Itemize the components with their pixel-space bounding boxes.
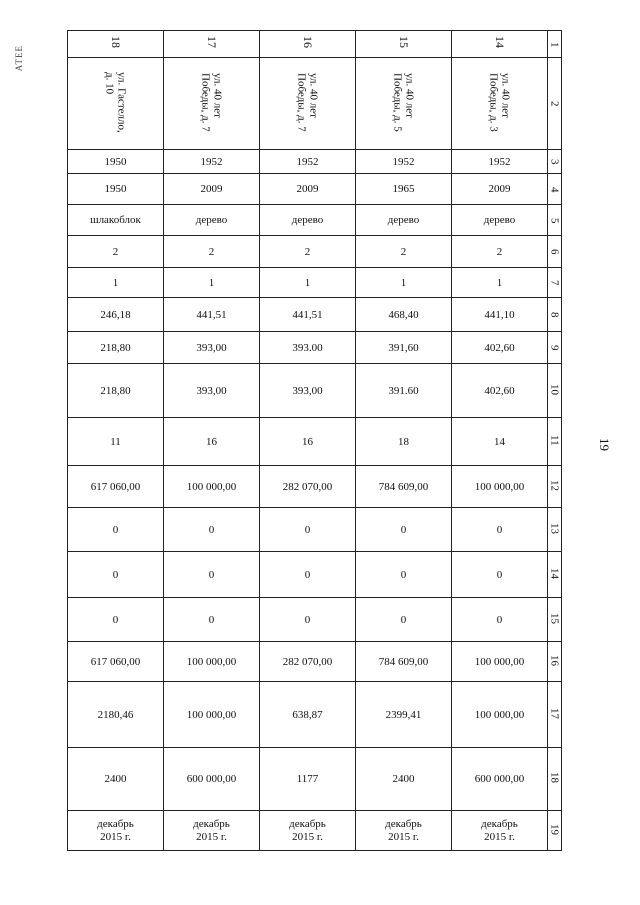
corner-mark: АТЕЕ [14,45,24,72]
cell-value: 600 000,00 [474,773,525,785]
value-cell [356,150,452,174]
deadline-cell [164,811,260,851]
value-cell [260,682,356,748]
value-cell [260,236,356,268]
cell-value: 0 [400,523,407,536]
value-cell [260,298,356,332]
cell-value: 393,00 [196,341,227,354]
row-number: 3 [548,159,561,165]
cell-value: 1 [112,276,119,289]
cell-value: 0 [496,523,503,536]
table-row [68,811,562,851]
value-cell [164,174,260,205]
column-number: 14 [493,36,508,48]
column-number-cell [164,31,260,58]
table-row [68,642,562,682]
deadline-cell [452,811,548,851]
row-number: 14 [548,567,561,579]
row-number: 6 [548,249,561,255]
value-cell [356,466,452,508]
value-cell [164,364,260,418]
value-cell [164,298,260,332]
table-row [68,682,562,748]
cell-value: 393,00 [292,384,323,397]
value-cell [68,642,164,682]
value-cell [356,174,452,205]
cell-value: 246,18 [100,308,131,321]
column-number-cell [356,31,452,58]
row-number-cell [548,418,562,466]
value-cell [452,418,548,466]
cell-value: 402,60 [484,341,515,354]
value-cell [452,642,548,682]
address-cell [68,58,164,150]
cell-value: 2 [208,245,215,258]
column-number-cell [260,31,356,58]
table-row [68,418,562,466]
value-cell [164,205,260,236]
value-cell [260,150,356,174]
row-number: 18 [548,772,561,783]
cell-value: 100 000,00 [186,708,237,721]
value-cell [68,150,164,174]
value-cell [260,748,356,811]
value-cell [164,748,260,811]
table-row [68,748,562,811]
cell-value: 1 [208,276,215,289]
value-cell [68,418,164,466]
cell-value: 16 [206,435,217,448]
cell-value: 2 [112,245,119,258]
value-cell [164,150,260,174]
value-cell [260,508,356,552]
value-cell [260,552,356,598]
cell-value: 468,40 [388,308,419,321]
column-number-cell [68,31,164,58]
value-cell [356,682,452,748]
cell-value: 393.00 [292,341,323,354]
cell-value: 2009 [488,183,511,195]
value-cell [356,418,452,466]
deadline-year: 2015 г. [100,830,131,843]
row-number: 9 [548,345,561,351]
cell-value: 1 [304,276,311,289]
table-row [68,150,562,174]
deadline-month: декабрь [97,817,134,830]
row-number-cell [548,205,562,236]
value-cell [164,508,260,552]
row-number-cell [548,298,562,332]
cell-value: 1950 [104,155,127,168]
cell-value: 1952 [200,155,223,168]
cell-value: 1 [400,276,407,289]
cell-value: 2399,41 [385,708,422,721]
value-cell [452,332,548,364]
column-number: 16 [301,36,316,48]
cell-value: 218,80 [100,384,131,397]
column-number: 17 [205,36,220,48]
cell-value: 282 070,00 [282,655,333,668]
value-cell [68,332,164,364]
row-number: 16 [548,654,561,666]
address-text: ул. Гастелло, д. 10 [103,71,128,133]
row-number-cell [548,364,562,418]
row-number-cell [548,174,562,205]
value-cell [164,552,260,598]
table-row [68,332,562,364]
value-cell [452,682,548,748]
value-cell [356,364,452,418]
cell-value: шлакоблок [90,214,141,226]
cell-value: 100 000,00 [474,480,525,493]
value-cell [452,552,548,598]
cell-value: 1952 [488,155,511,168]
cell-value: 1965 [392,183,415,195]
document-table [67,30,562,851]
value-cell [356,236,452,268]
column-number: 15 [397,36,412,48]
value-cell [260,268,356,298]
row-number-cell [548,150,562,174]
value-cell [68,364,164,418]
cell-value: 441,51 [292,308,323,321]
value-cell [356,205,452,236]
value-cell [68,682,164,748]
row-number: 13 [548,522,561,534]
value-cell [356,332,452,364]
cell-value: 441,51 [196,308,227,321]
cell-value: 0 [208,523,215,536]
cell-value: 282 070,00 [282,480,333,493]
cell-value: 0 [400,613,407,626]
cell-value: 402,60 [484,384,515,397]
cell-value: 100 000,00 [186,655,237,668]
cell-value: 2400 [392,773,415,785]
cell-value: 2 [400,245,407,258]
cell-value: дерево [483,214,516,226]
row-number-cell [548,552,562,598]
row-number: 7 [548,280,561,286]
cell-value: 0 [208,568,215,581]
cell-value: 2180,46 [97,708,134,721]
value-cell [452,236,548,268]
value-cell [260,332,356,364]
cell-value: 1177 [296,773,319,785]
table-row [68,31,562,58]
address-text: ул. 40 лет Победы, д. 7 [295,72,320,132]
value-cell [356,598,452,642]
row-number: 10 [548,383,561,395]
cell-value: 784 609,00 [378,655,429,668]
value-cell [356,552,452,598]
table-row [68,508,562,552]
cell-value: дерево [387,214,420,226]
cell-value: 393,00 [196,384,227,397]
cell-value: 14 [494,435,505,448]
table-row [68,364,562,418]
column-number: 18 [109,36,124,48]
value-cell [68,598,164,642]
row-number-cell [548,508,562,552]
value-cell [164,418,260,466]
table-row [68,466,562,508]
row-number-cell [548,268,562,298]
cell-value: 1952 [392,155,415,168]
row-number-cell [548,598,562,642]
row-number: 4 [548,186,561,192]
value-cell [164,236,260,268]
cell-value: 11 [110,435,121,448]
deadline-month: декабрь [481,817,518,830]
row-number-cell [548,642,562,682]
deadline-year: 2015 г. [484,830,515,843]
cell-value: 2 [304,245,311,258]
value-cell [452,150,548,174]
deadline-cell [68,811,164,851]
value-cell [260,642,356,682]
address-text: ул. 40 лет Победы, д. 5 [391,72,416,132]
deadline-month: декабрь [289,817,326,830]
cell-value: 441,10 [484,308,515,321]
cell-value: 0 [496,568,503,581]
cell-value: 0 [112,613,119,626]
row-number-cell [548,332,562,364]
row-number: 19 [548,823,561,835]
row-number: 12 [548,479,561,491]
cell-value: 1950 [104,183,127,195]
address-text: ул. 40 лет Победы, д. 7 [199,72,224,132]
value-cell [356,748,452,811]
cell-value: 2009 [296,183,319,195]
cell-value: 0 [400,568,407,581]
value-cell [260,466,356,508]
cell-value: 1 [496,276,503,289]
cell-value: 218,80 [100,341,131,354]
row-number: 15 [548,612,561,624]
table-row [68,298,562,332]
value-cell [356,508,452,552]
value-cell [164,332,260,364]
cell-value: 18 [398,435,409,448]
cell-value: 0 [112,568,119,581]
cell-value: 2009 [200,183,223,195]
cell-value: дерево [291,214,324,226]
value-cell [68,466,164,508]
row-number-cell [548,31,562,58]
table-row [68,174,562,205]
value-cell [164,598,260,642]
table-row [68,236,562,268]
cell-value: 617 060,00 [90,480,141,493]
cell-value: 16 [302,435,313,448]
table-row [68,552,562,598]
cell-value: 2 [496,245,503,258]
value-cell [452,598,548,642]
value-cell [68,174,164,205]
value-cell [452,268,548,298]
value-cell [356,642,452,682]
cell-value: 2400 [104,773,127,785]
address-text: ул. 40 лет Победы, д. 3 [487,72,512,132]
deadline-year: 2015 г. [196,830,227,843]
table-row [68,268,562,298]
cell-value: 600 000,00 [186,773,237,785]
value-cell [452,174,548,205]
value-cell [452,205,548,236]
cell-value: 100 000,00 [186,480,237,493]
deadline-year: 2015 г. [388,830,419,843]
column-number-cell [452,31,548,58]
cell-value: 0 [304,613,311,626]
row-number-cell [548,682,562,748]
cell-value: дерево [195,214,228,226]
value-cell [164,268,260,298]
row-number: 17 [548,707,561,719]
cell-value: 0 [304,568,311,581]
value-cell [164,682,260,748]
cell-value: 100 000,00 [474,655,525,668]
deadline-month: декабрь [385,817,422,830]
value-cell [164,466,260,508]
row-number-cell [548,58,562,150]
row-number: 5 [548,217,561,223]
address-cell [452,58,548,150]
table-row [68,598,562,642]
cell-value: 0 [496,613,503,626]
value-cell [68,205,164,236]
cell-value: 1952 [296,155,319,168]
value-cell [68,298,164,332]
page-number: 19 [597,438,612,451]
value-cell [260,418,356,466]
row-number-cell [548,811,562,851]
value-cell [68,236,164,268]
cell-value: 0 [112,523,119,536]
row-number-cell [548,466,562,508]
table-row [68,58,562,150]
address-cell [260,58,356,150]
value-cell [260,364,356,418]
address-cell [164,58,260,150]
row-number-cell [548,748,562,811]
value-cell [452,364,548,418]
deadline-cell [260,811,356,851]
value-cell [452,298,548,332]
deadline-cell [356,811,452,851]
value-cell [356,268,452,298]
cell-value: 100 000,00 [474,708,525,721]
table-row [68,205,562,236]
row-number: 11 [548,434,561,446]
value-cell [68,748,164,811]
cell-value: 784 609,00 [378,480,429,493]
row-number: 1 [548,41,561,47]
value-cell [164,642,260,682]
row-number: 2 [548,101,561,107]
value-cell [68,268,164,298]
row-number: 8 [548,312,561,318]
value-cell [260,174,356,205]
address-cell [356,58,452,150]
cell-value: 638,87 [292,708,323,721]
value-cell [452,748,548,811]
deadline-year: 2015 г. [292,830,323,843]
value-cell [452,466,548,508]
value-cell [260,598,356,642]
cell-value: 0 [208,613,215,626]
cell-value: 617 060,00 [90,655,141,668]
deadline-month: декабрь [193,817,230,830]
cell-value: 391.60 [388,384,419,397]
cell-value: 0 [304,523,311,536]
cell-value: 391,60 [388,341,419,354]
value-cell [68,552,164,598]
value-cell [356,298,452,332]
value-cell [68,508,164,552]
row-number-cell [548,236,562,268]
value-cell [452,508,548,552]
value-cell [260,205,356,236]
